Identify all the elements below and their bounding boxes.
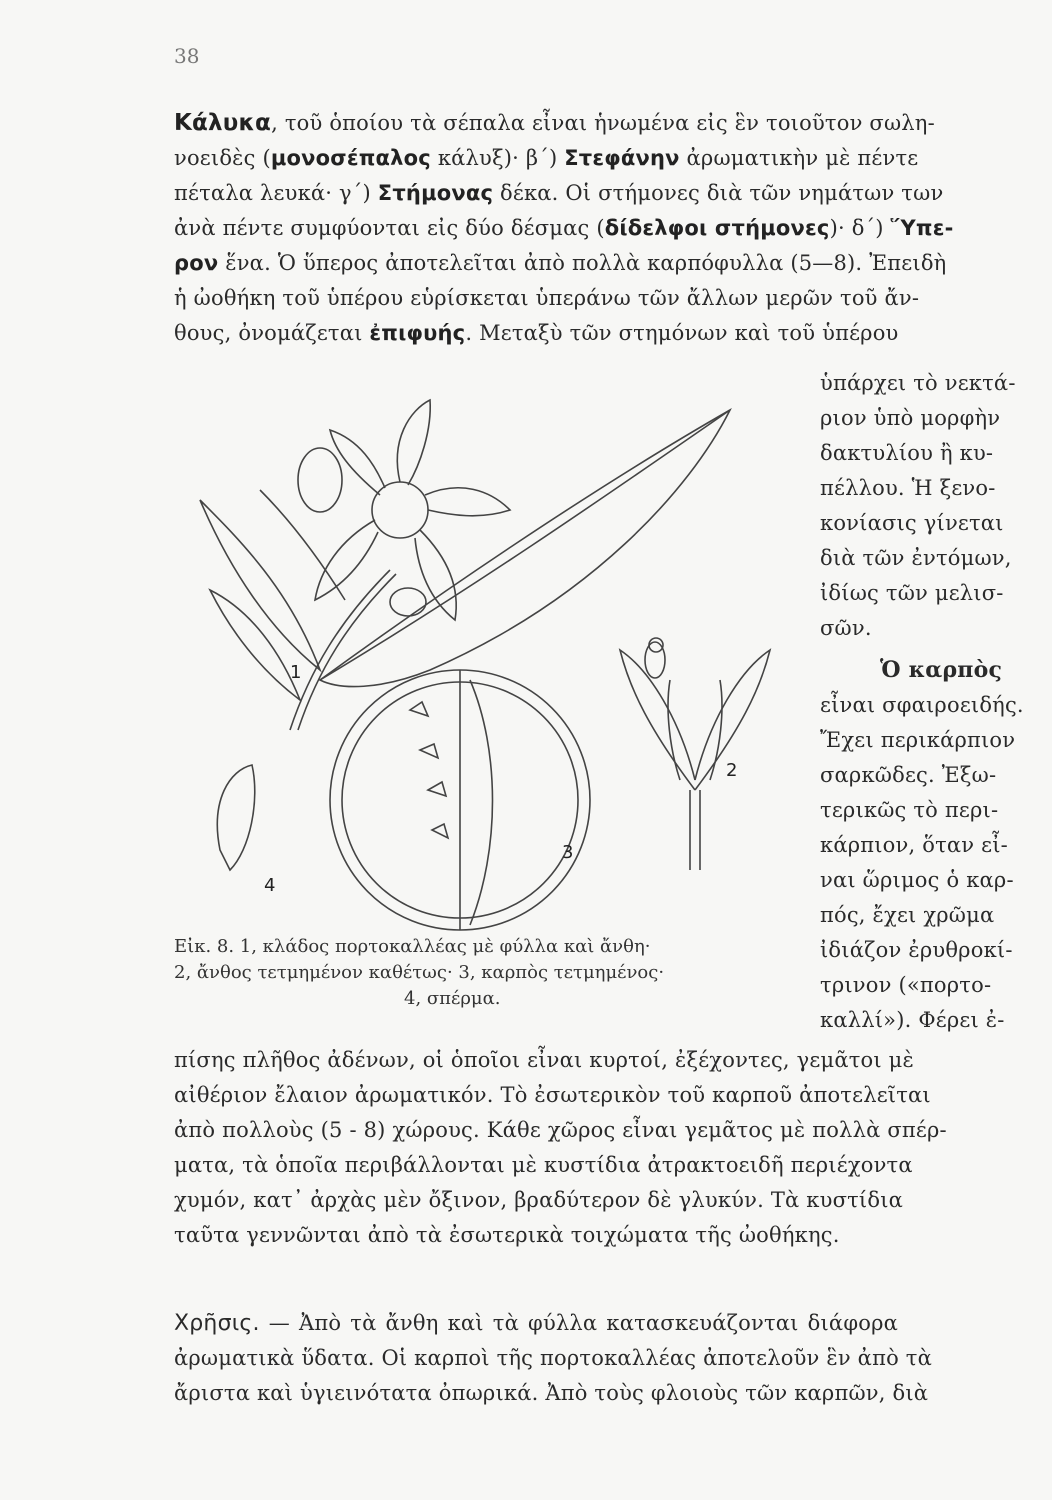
side-line: ἰδίως τῶν μελισ- xyxy=(820,581,1004,605)
usage-line: ἀρωματικὰ ὕδατα. Οἱ καρποὶ τῆς πορτοκαλλέας ἀποτελοῦν ἓν ἀπὸ τὰ xyxy=(174,1346,932,1370)
text-span: , τοῦ ὁποίου τὰ σέπαλα εἶναι ἡνωμένα εἰς ἓν τοιοῦτον σωλη- xyxy=(271,111,935,135)
paragraph-line: ματα, τὰ ὁποῖα περιβάλλονται μὲ κυστίδια ἀτρακτοειδῆ περιέχοντα xyxy=(174,1153,913,1177)
side-line: κονίασις γίνεται xyxy=(820,511,1004,535)
caption-line: 2, ἄνθος τετμημένον καθέτως· 3, καρπὸς τετμημένος· xyxy=(174,962,665,983)
side-line: δακτυλίου ἢ κυ- xyxy=(820,441,994,465)
side-line: ναι ὥριμος ὁ καρ- xyxy=(820,868,1014,892)
paragraph-line: ἡ ὠοθήκη τοῦ ὑπέρου εὑρίσκεται ὑπεράνω τῶν ἄλλων μερῶν τοῦ ἄν- xyxy=(174,286,920,310)
text-span: κάλυξ)· β΄) xyxy=(430,146,565,170)
branch xyxy=(290,570,390,730)
term-corolla: Στεφάνην xyxy=(564,146,680,170)
paragraph-line xyxy=(174,108,935,138)
side-line: κάρπιον, ὅταν εἶ- xyxy=(820,833,1008,857)
fruit-heading: Ὁ καρπὸς xyxy=(880,657,1003,683)
term-pistil: Ὕπε- xyxy=(890,216,954,240)
figure-label-1: 1 xyxy=(290,662,302,683)
paragraph-line: αἰθέριον ἔλαιον ἀρωματικόν. Τὸ ἐσωτερικὸν τοῦ καρποῦ ἀποτελεῖται xyxy=(174,1083,931,1107)
paragraph-line xyxy=(174,143,919,173)
botanical-drawing xyxy=(170,370,810,940)
paragraph-line xyxy=(174,178,944,208)
term-stamens: Στήμονας xyxy=(377,181,494,205)
side-line: σαρκῶδες. Ἐξω- xyxy=(820,763,997,787)
side-line: ἰδιάζον ἐρυθροκί- xyxy=(820,938,1013,962)
term-monosepalous: μονοσέπαλος xyxy=(270,146,431,170)
text-span: ἕνα. Ὁ ὕπερος ἀποτελεῖται ἀπὸ πολλὰ καρπόφυλλα (5—8). Ἐπειδὴ xyxy=(218,251,947,275)
side-line: ὑπάρχει τὸ νεκτά- xyxy=(820,371,1016,395)
paragraph-line xyxy=(174,248,947,278)
leaf xyxy=(320,410,730,687)
side-line: καλλί»). Φέρει ἐ- xyxy=(820,1008,1005,1032)
term-diadelphous: δίδελφοι στήμονες xyxy=(604,216,830,240)
side-line: ριον ὑπὸ μορφὴν xyxy=(820,406,1001,430)
figure-label-2: 2 xyxy=(726,760,738,781)
paragraph-line: ἀπὸ πολλοὺς (5 - 8) χώρους. Κάθε χῶρος εἶναι γεμᾶτος μὲ πολλὰ σπέρ- xyxy=(174,1118,947,1142)
caption-line: 4, σπέρμα. xyxy=(404,988,501,1009)
figure-caption xyxy=(174,934,794,1012)
side-line: εἶναι σφαιροειδής. xyxy=(820,693,1024,717)
figure-label-3: 3 xyxy=(562,842,574,863)
text-span: ἀρωματικὴν μὲ πέντε xyxy=(679,146,919,170)
paragraph-line xyxy=(174,318,898,348)
figure-label-4: 4 xyxy=(264,875,276,896)
usage-line xyxy=(174,1308,898,1339)
page-number: 38 xyxy=(174,44,200,68)
paragraph-line xyxy=(174,213,954,243)
text-span: )· δ΄) xyxy=(829,216,891,240)
seed xyxy=(217,765,254,870)
side-line: τερικῶς τὸ περι- xyxy=(820,798,999,822)
text-span: θους, ὀνομάζεται xyxy=(174,321,370,345)
text-span: πέταλα λευκά· γ΄) xyxy=(174,181,378,205)
text-span: — Ἀπὸ τὰ ἄνθη καὶ τὰ φύλλα κατασκευάζονται διάφορα xyxy=(259,1311,898,1335)
side-line: τρινον («πορτο- xyxy=(820,973,992,997)
side-line: πός, ἔχει χρῶμα xyxy=(820,903,995,927)
paragraph-line: ταῦτα γεννῶνται ἀπὸ τὰ ἐσωτερικὰ τοιχώματα τῆς ὠοθήκης. xyxy=(174,1223,840,1247)
side-line: σῶν. xyxy=(820,616,872,640)
paragraph-line: χυμόν, κατ᾽ ἀρχὰς μὲν ὄξινον, βραδύτερον δὲ γλυκύν. Τὰ κυστίδια xyxy=(174,1188,904,1212)
caption-line: Εἰκ. 8. 1, κλάδος πορτοκαλλέας μὲ φύλλα καὶ ἄνθη· xyxy=(174,936,651,957)
term-calyx: Κάλυκα xyxy=(174,110,272,136)
term-epigynous: ἐπιφυής xyxy=(369,321,466,345)
side-line: διὰ τῶν ἐντόμων, xyxy=(820,546,1012,570)
usage-line: ἄριστα καὶ ὑγιεινότατα ὀπωρικά. Ἀπὸ τοὺς φλοιοὺς τῶν καρπῶν, διὰ xyxy=(174,1381,929,1405)
text-span: . Μεταξὺ τῶν στημόνων καὶ τοῦ ὑπέρου xyxy=(465,321,899,345)
text-span: νοειδὲς ( xyxy=(174,146,271,170)
term-pistil-end: ρον xyxy=(174,251,219,275)
side-line: Ἔχει περικάρπιον xyxy=(820,728,1016,752)
orange-tree-illustration xyxy=(170,370,810,940)
text-span: ἀνὰ πέντε συμφύονται εἰς δύο δέσμας ( xyxy=(174,216,605,240)
side-line: πέλλου. Ἡ ξενο- xyxy=(820,476,996,500)
text-span: δέκα. Οἱ στήμονες διὰ τῶν νημάτων των xyxy=(493,181,944,205)
usage-title: Χρῆσις. xyxy=(174,1311,260,1336)
paragraph-line: πίσης πλῆθος ἀδένων, οἱ ὁποῖοι εἶναι κυρτοί, ἐξέχοντες, γεμᾶτοι μὲ xyxy=(174,1048,914,1072)
